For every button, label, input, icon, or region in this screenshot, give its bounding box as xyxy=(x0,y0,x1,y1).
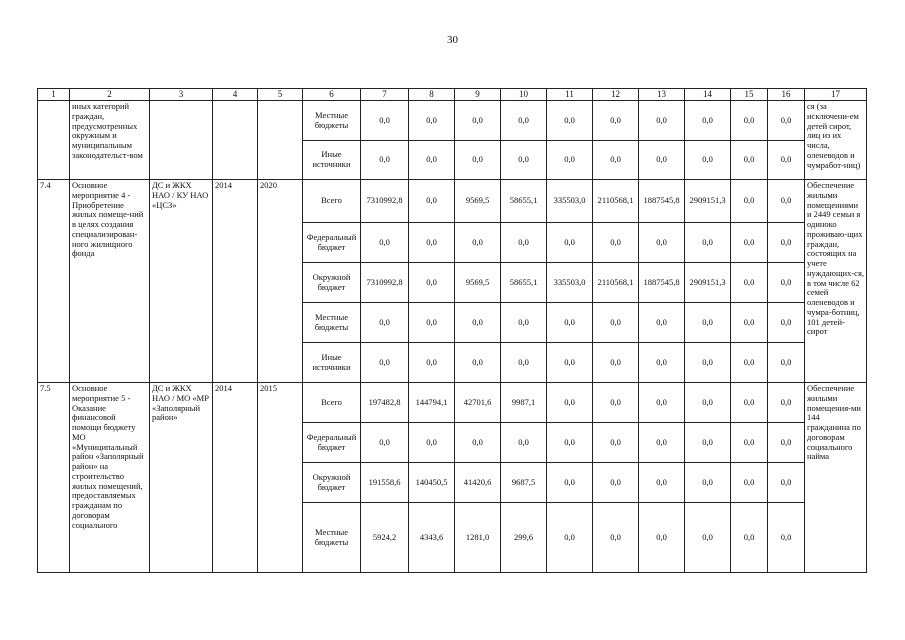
funding-source-cell: Всего xyxy=(303,383,361,423)
start-year-cell xyxy=(213,101,258,180)
page-number: 30 xyxy=(447,34,458,46)
amount-cell: 0,0 xyxy=(409,263,455,303)
funding-source-cell: Местные бюджеты xyxy=(303,303,361,343)
amount-cell: 0,0 xyxy=(685,503,731,573)
amount-cell: 299,6 xyxy=(501,503,547,573)
amount-cell: 0,0 xyxy=(768,180,805,223)
column-number-header: 7 xyxy=(361,89,409,101)
amount-cell: 0,0 xyxy=(731,463,768,503)
funding-source-cell: Местные бюджеты xyxy=(303,503,361,573)
amount-cell: 0,0 xyxy=(731,343,768,383)
amount-cell: 335503,0 xyxy=(547,180,593,223)
amount-cell: 0,0 xyxy=(547,303,593,343)
amount-cell: 0,0 xyxy=(361,303,409,343)
amount-cell: 0,0 xyxy=(547,423,593,463)
amount-cell: 0,0 xyxy=(768,463,805,503)
funding-source-cell: Федеральный бюджет xyxy=(303,223,361,263)
amount-cell: 2110568,1 xyxy=(593,180,639,223)
expected-result-cell: Обеспечение жилыми помещения-ми 144 гражданина по договорам социального найма xyxy=(805,383,867,573)
amount-cell: 191558,6 xyxy=(361,463,409,503)
column-number-header: 13 xyxy=(639,89,685,101)
amount-cell: 0,0 xyxy=(593,383,639,423)
amount-cell: 0,0 xyxy=(593,343,639,383)
column-number-header: 17 xyxy=(805,89,867,101)
column-number-header: 11 xyxy=(547,89,593,101)
column-number-header: 6 xyxy=(303,89,361,101)
column-number-header: 15 xyxy=(731,89,768,101)
amount-cell: 0,0 xyxy=(593,101,639,141)
amount-cell: 0,0 xyxy=(731,303,768,343)
amount-cell: 2110568,1 xyxy=(593,263,639,303)
funding-source-cell: Окружной бюджет xyxy=(303,263,361,303)
amount-cell: 0,0 xyxy=(593,463,639,503)
amount-cell: 0,0 xyxy=(639,141,685,180)
amount-cell: 0,0 xyxy=(409,101,455,141)
column-number-header: 1 xyxy=(38,89,70,101)
amount-cell: 42701,6 xyxy=(455,383,501,423)
amount-cell: 0,0 xyxy=(547,141,593,180)
amount-cell: 9687,5 xyxy=(501,463,547,503)
amount-cell: 1281,0 xyxy=(455,503,501,573)
amount-cell: 0,0 xyxy=(685,383,731,423)
executor-cell: ДС и ЖКХ НАО / МО «МР «Заполярный район» xyxy=(150,383,213,573)
amount-cell: 0,0 xyxy=(685,463,731,503)
amount-cell: 144794,1 xyxy=(409,383,455,423)
column-number-header: 5 xyxy=(258,89,303,101)
column-number-header: 4 xyxy=(213,89,258,101)
column-number-header: 8 xyxy=(409,89,455,101)
amount-cell: 0,0 xyxy=(768,101,805,141)
amount-cell: 0,0 xyxy=(593,303,639,343)
amount-cell: 58655,1 xyxy=(501,263,547,303)
amount-cell: 2909151,3 xyxy=(685,263,731,303)
amount-cell: 0,0 xyxy=(731,423,768,463)
amount-cell: 1887545,8 xyxy=(639,263,685,303)
amount-cell: 0,0 xyxy=(547,463,593,503)
measure-name-cell: иных категорий граждан, предусмотренных окружным и муниципальным законодательст-вом xyxy=(70,101,150,180)
column-number-header: 3 xyxy=(150,89,213,101)
amount-cell: 0,0 xyxy=(731,223,768,263)
end-year-cell: 2015 xyxy=(258,383,303,573)
amount-cell: 9569,5 xyxy=(455,263,501,303)
amount-cell: 0,0 xyxy=(409,141,455,180)
expected-result-cell: ся (за исключени-ем детей сирот, лиц из их числа, оленеводов и чумработ-ниц) xyxy=(805,101,867,180)
amount-cell: 0,0 xyxy=(639,101,685,141)
amount-cell: 0,0 xyxy=(768,141,805,180)
amount-cell: 0,0 xyxy=(685,303,731,343)
amount-cell: 5924,2 xyxy=(361,503,409,573)
amount-cell: 0,0 xyxy=(361,101,409,141)
amount-cell: 7310992,8 xyxy=(361,180,409,223)
amount-cell: 0,0 xyxy=(361,223,409,263)
column-number-header: 2 xyxy=(70,89,150,101)
amount-cell: 140450,5 xyxy=(409,463,455,503)
amount-cell: 0,0 xyxy=(639,423,685,463)
start-year-cell: 2014 xyxy=(213,383,258,573)
amount-cell: 0,0 xyxy=(361,423,409,463)
amount-cell: 4343,6 xyxy=(409,503,455,573)
amount-cell: 197482,8 xyxy=(361,383,409,423)
amount-cell: 0,0 xyxy=(593,503,639,573)
column-number-header: 9 xyxy=(455,89,501,101)
funding-source-cell: Окружной бюджет xyxy=(303,463,361,503)
amount-cell: 0,0 xyxy=(547,223,593,263)
funding-source-cell: Иные источники xyxy=(303,141,361,180)
amount-cell: 0,0 xyxy=(547,343,593,383)
column-number-header: 12 xyxy=(593,89,639,101)
amount-cell: 58655,1 xyxy=(501,180,547,223)
start-year-cell: 2014 xyxy=(213,180,258,383)
amount-cell: 0,0 xyxy=(639,503,685,573)
amount-cell: 0,0 xyxy=(731,263,768,303)
column-number-header: 10 xyxy=(501,89,547,101)
amount-cell: 0,0 xyxy=(768,423,805,463)
table-row xyxy=(38,383,867,423)
amount-cell: 0,0 xyxy=(768,263,805,303)
amount-cell: 0,0 xyxy=(455,141,501,180)
amount-cell: 0,0 xyxy=(731,141,768,180)
executor-cell: ДС и ЖКХ НАО / КУ НАО «ЦСЗ» xyxy=(150,180,213,383)
amount-cell: 2909151,3 xyxy=(685,180,731,223)
amount-cell: 0,0 xyxy=(501,343,547,383)
column-numbers-row xyxy=(38,89,867,101)
table-row xyxy=(38,101,867,141)
amount-cell: 0,0 xyxy=(455,343,501,383)
amount-cell: 0,0 xyxy=(593,423,639,463)
measure-number-cell: 7.5 xyxy=(38,383,70,573)
end-year-cell xyxy=(258,101,303,180)
expected-result-cell: Обеспечение жилыми помещениями и 2449 семьи я одиноко проживаю-щих граждан, состоящих на учете нуждающих-ся, в том числе 62 семей оленеводов и чумра-ботниц, 101 детей-сирот xyxy=(805,180,867,383)
amount-cell: 0,0 xyxy=(409,343,455,383)
amount-cell: 0,0 xyxy=(768,383,805,423)
amount-cell: 0,0 xyxy=(768,503,805,573)
amount-cell: 0,0 xyxy=(547,503,593,573)
amount-cell: 0,0 xyxy=(731,101,768,141)
amount-cell: 0,0 xyxy=(455,223,501,263)
column-number-header: 16 xyxy=(768,89,805,101)
amount-cell: 0,0 xyxy=(501,101,547,141)
measure-number-cell xyxy=(38,101,70,180)
amount-cell: 0,0 xyxy=(731,503,768,573)
amount-cell: 0,0 xyxy=(455,101,501,141)
amount-cell: 0,0 xyxy=(768,223,805,263)
amount-cell: 0,0 xyxy=(409,223,455,263)
end-year-cell: 2020 xyxy=(258,180,303,383)
amount-cell: 0,0 xyxy=(501,303,547,343)
executor-cell xyxy=(150,101,213,180)
measure-number-cell: 7.4 xyxy=(38,180,70,383)
amount-cell: 0,0 xyxy=(501,423,547,463)
amount-cell: 0,0 xyxy=(409,180,455,223)
amount-cell: 0,0 xyxy=(731,383,768,423)
amount-cell: 0,0 xyxy=(547,101,593,141)
amount-cell: 0,0 xyxy=(731,180,768,223)
amount-cell: 0,0 xyxy=(768,343,805,383)
funding-source-cell: Всего xyxy=(303,180,361,223)
table-row xyxy=(38,180,867,223)
amount-cell: 0,0 xyxy=(639,343,685,383)
amount-cell: 0,0 xyxy=(768,303,805,343)
amount-cell: 9987,1 xyxy=(501,383,547,423)
amount-cell: 0,0 xyxy=(639,223,685,263)
amount-cell: 9569,5 xyxy=(455,180,501,223)
amount-cell: 0,0 xyxy=(409,423,455,463)
funding-source-cell: Федеральный бюджет xyxy=(303,423,361,463)
amount-cell: 0,0 xyxy=(361,343,409,383)
measure-name-cell: Основное мероприятие 5 - Оказание финансовой помощи бюджету МО «Муниципальный район «Заполярный район» на строительство жилых помещений, предоставляемых гражданам по договорам социального xyxy=(70,383,150,573)
amount-cell: 7310992,8 xyxy=(361,263,409,303)
amount-cell: 0,0 xyxy=(501,223,547,263)
amount-cell: 0,0 xyxy=(593,223,639,263)
funding-source-cell: Иные источники xyxy=(303,343,361,383)
funding-source-cell: Местные бюджеты xyxy=(303,101,361,141)
amount-cell: 0,0 xyxy=(685,101,731,141)
amount-cell: 0,0 xyxy=(685,423,731,463)
measure-name-cell: Основное мероприятие 4 - Приобретение жилых помеще-ний в целях создания специализирован-ного жилищного фонда xyxy=(70,180,150,383)
amount-cell: 0,0 xyxy=(409,303,455,343)
amount-cell: 0,0 xyxy=(501,141,547,180)
amount-cell: 0,0 xyxy=(455,423,501,463)
amount-cell: 41420,6 xyxy=(455,463,501,503)
amount-cell: 335503,0 xyxy=(547,263,593,303)
amount-cell: 0,0 xyxy=(639,303,685,343)
amount-cell: 0,0 xyxy=(639,383,685,423)
column-number-header: 14 xyxy=(685,89,731,101)
amount-cell: 0,0 xyxy=(685,343,731,383)
amount-cell: 0,0 xyxy=(685,141,731,180)
amount-cell: 1887545,8 xyxy=(639,180,685,223)
program-table xyxy=(37,88,867,573)
amount-cell: 0,0 xyxy=(639,463,685,503)
amount-cell: 0,0 xyxy=(361,141,409,180)
amount-cell: 0,0 xyxy=(455,303,501,343)
amount-cell: 0,0 xyxy=(685,223,731,263)
amount-cell: 0,0 xyxy=(593,141,639,180)
amount-cell: 0,0 xyxy=(547,383,593,423)
